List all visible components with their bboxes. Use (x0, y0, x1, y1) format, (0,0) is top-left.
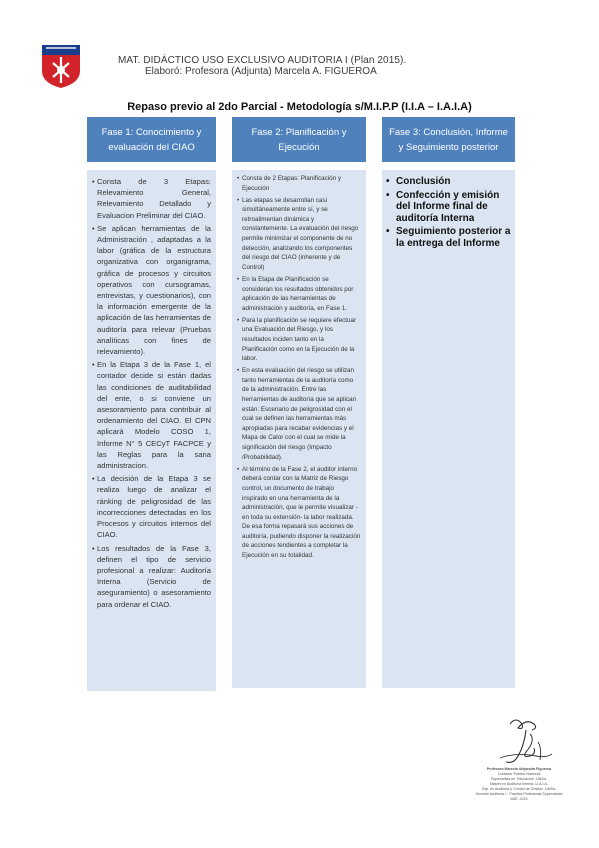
signature-line: Docente Auditoría I - Práctica Profesional Supervisada (475, 792, 563, 796)
list-item: • Seguimiento posterior a la entrega del Informe (386, 226, 511, 249)
signature-line: MAT. 2215 (510, 797, 528, 801)
list-item: • Al término de la Fase 2, el auditor interno deberá contar con la Matriz de Riesgo control, un documento de trabajo inspirado en una herramienta de la administración, que le permite visualizar -en toda su extensión- la labor realizada. De esa forma repasará sus acciones de auditoría, pudiendo disponer la realización de acciones tendientes a completar la Ejecución en su totalidad. (237, 465, 361, 561)
university-logo (40, 43, 82, 89)
phase-2-list (237, 174, 361, 561)
signature-line: Máster en Auditoría Interna -U.A.I.A- (489, 782, 549, 786)
phase-3-heading: Fase 3: Conclusión, Informe y Seguimiento posterior (382, 117, 515, 162)
signature-line: Esp. en Auditoría y Control de Gestión -UNSa- (481, 787, 557, 791)
list-item: • Consta de 2 Etapas: Planificación y Ejecución (237, 174, 361, 193)
list-item: • Consta de 3 Etapas: Relevamiento General, Relevamiento Detallado y Evaluacion Preliminar del CIAO. (92, 176, 211, 221)
header-line-2: Elaboró: Profesora (Adjunta) Marcela A. FIGUEROA (145, 66, 377, 77)
handwritten-signature (496, 712, 556, 772)
signature-line: Contador Público Nacional (497, 772, 541, 776)
list-item: • Conclusión (386, 176, 511, 188)
signature-block (452, 767, 586, 802)
header-line-1: MAT. DIDÁCTICO USO EXCLUSIVO AUDITORIA I (Plan 2015). (118, 55, 407, 66)
list-item: • En la Etapa 3 de la Fase 1, el contador decide si están dadas las condiciones de auditabilidad del ente, o si conviene un asesoramiento para contribuir al ordenamiento del CIAO. El CPN aplicará Modelo COSO 1, Informe N° 5 CECyT FACPCE y las Reglas para la sana administracion. (92, 359, 211, 471)
phase-3-body (382, 170, 515, 688)
list-item: • Las etapas se desarrollan casi simultáneamente entre sí, y se retroalimentan dinámica y constantemente. La evaluación del riesgo permite minimizar el componente de no detección, analizando los componentes del riesgo del CIAO (inherente y de Control) (237, 196, 361, 273)
list-item: • En la Etapa de Planificación se consideran los resultados obtenidos por aplicación de las herramientas de administración y auditoría, en Fase 1. (237, 275, 361, 313)
list-item: • Para la planificación se requiere efectuar una Evaluación del Riesgo, y los resultados inciden tanto en la Planificación como en la Ejecución de la labor. (237, 316, 361, 364)
list-item: • Se aplican herramientas de la Administración , adaptadas a la labor (gráfica de la estructura organizativa con organigrama, gráfica de procesos y circuitos operativos con cursogramas, entrevistas, y cuestionarios), con la información emergente de la aplicación de las herramientas de auditoría para relevar (Pruebas analíticas con fines de relevamiento). (92, 223, 211, 357)
list-item: • En esta evaluación del riesgo se utilizan tanto herramientas de la auditoría como de la administración. Entre las herramientas de auditoría que se aplican están: Escenario de peligrosidad con el cual se definen las herramientas más apropiadas para recabar evidencias y el Mapa de Calor con el cual se mide la significación del riesgo (Impacto /Probabilidad). (237, 366, 361, 462)
signature-line: Profesora Marcela Alejandra Figueroa (486, 767, 552, 771)
list-item: • Los resultados de la Fase 3, definen el tipo de servicio profesional a realizar: Auditoría Interna (Servicio de aseguramiento) o asesoramiento para ordenar el CIAO. (92, 543, 211, 610)
phase-1-body (87, 170, 216, 691)
phase-3-list (386, 176, 511, 250)
phase-1-list (92, 176, 211, 610)
phase-2-heading: Fase 2: Planificación y Ejecución (232, 117, 366, 162)
signature-line: Especialista en Tributación -UNSa- (491, 777, 547, 781)
page-title: Repaso previo al 2do Parcial - Metodología s/M.I.P.P (I.I.A – I.A.I.A) (127, 101, 472, 113)
phase-2-body (232, 170, 366, 688)
list-item: • Confección y emisión del Informe final de auditoría Interna (386, 190, 511, 225)
phase-1-heading: Fase 1: Conocimiento y evaluación del CIAO (87, 117, 216, 162)
list-item: • La decisión de la Etapa 3 se realiza luego de analizar el ránking de peligrosidad de las incorrecciones detectadas en los Procesos y circuitos internos del CIAO. (92, 473, 211, 540)
